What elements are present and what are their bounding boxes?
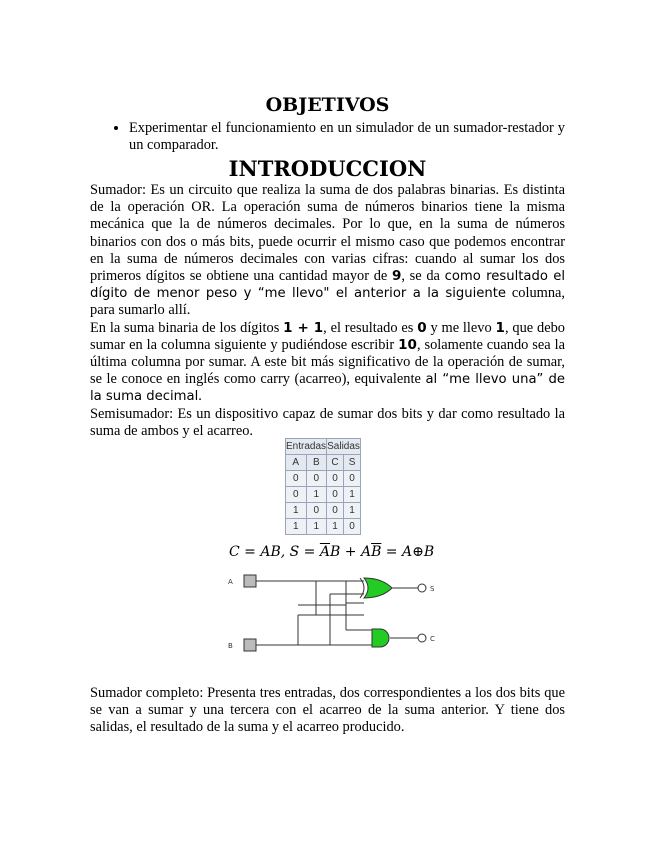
- xor-gate: [364, 578, 392, 598]
- table-group-header: Entradas: [286, 439, 327, 455]
- table-cell: 1: [344, 487, 361, 503]
- table-cell: 0: [327, 471, 344, 487]
- table-cell: 1: [327, 519, 344, 535]
- objetivo-item: • Experimentar el funcionamiento en un simulador de un sumador-restador y un comparador.: [129, 120, 565, 154]
- objetivos-heading: OBJETIVOS: [265, 94, 390, 116]
- table-row: [286, 519, 361, 535]
- and-gate: [372, 629, 389, 647]
- table-cell: 0: [286, 487, 307, 503]
- table-row: [286, 487, 361, 503]
- output-s-label: S: [430, 585, 435, 593]
- half-adder-circuit: [222, 568, 452, 678]
- table-cell: 0: [306, 471, 327, 487]
- table-cell: 1: [286, 503, 307, 519]
- input-b-label: B: [228, 642, 233, 650]
- sumador-completo-section: [90, 685, 565, 737]
- document-body: [90, 92, 565, 440]
- table-cell: 1: [306, 487, 327, 503]
- semisumador-paragraph: Semisumador: Es un dispositivo capaz de sumar dos bits y dar como resultado la suma de ambos y el acarreo.: [90, 405, 565, 439]
- output-s-lamp: [418, 584, 426, 592]
- suma-binaria-paragraph: En la suma binaria de los dígitos 1 + 1, el resultado es 0 y me llevo 1, que debo sumar en la columna siguiente y pudiéndose escribir 10, solamente cuando sea la última columna por sumar. A este bit más significativo de la operación de sumar, se le conoce en inglés como carry (acarreo), equivalente al “me llevo una” de la suma decimal.: [90, 319, 565, 405]
- table-cell: 0: [344, 471, 361, 487]
- table-cell: 1: [306, 519, 327, 535]
- output-c-lamp: [418, 634, 426, 642]
- introduccion-heading: INTRODUCCION: [228, 156, 427, 181]
- sumador-completo-paragraph: Sumador completo: Presenta tres entradas, dos correspondientes a los dos bits que se van a sumar y una tercera con el acarreo de la suma anterior. Y tiene dos salidas, el resultado de la suma y el acarreo producido.: [90, 685, 565, 736]
- objetivos-list: [90, 120, 565, 154]
- table-column-header: S: [344, 455, 361, 471]
- table-cell: 0: [327, 503, 344, 519]
- table-column-header: C: [327, 455, 344, 471]
- table-row: [286, 503, 361, 519]
- output-c-label: C: [430, 635, 435, 643]
- input-a-label: A: [228, 578, 233, 586]
- table-column-header: A: [286, 455, 307, 471]
- sumador-paragraph: Sumador: Es un circuito que realiza la suma de dos palabras binarias. Es distinta de la operación OR. La operación suma de números binarios tiene la misma mecánica que la de números decimales. Por lo que, en la suma de números binarios con dos o más bits, puede ocurrir el mismo caso que podemos encontrar en la suma de números decimales con varias cifras: cuando al sumar los dos primeros dígitos se obtiene una cantidad mayor de 9, se da como resultado el dígito de menor peso y “me llevo" el anterior a la siguiente columna, para sumarlo allí.: [90, 182, 566, 319]
- table-cell: 0: [286, 471, 307, 487]
- input-b-switch: [244, 639, 256, 651]
- table-cell: 0: [344, 519, 361, 535]
- half-adder-formula: C = AB, $S = \overline{A}B + A\overline{B}$ = A⊕B: [229, 544, 435, 560]
- table-cell: 1: [344, 503, 361, 519]
- table-cell: 0: [306, 503, 327, 519]
- table-group-header: Salidas: [327, 439, 361, 455]
- table-cell: 1: [286, 519, 307, 535]
- input-a-switch: [244, 575, 256, 587]
- table-cell: 0: [327, 487, 344, 503]
- table-column-header: B: [306, 455, 327, 471]
- table-row: [286, 471, 361, 487]
- truth-table: [285, 438, 361, 535]
